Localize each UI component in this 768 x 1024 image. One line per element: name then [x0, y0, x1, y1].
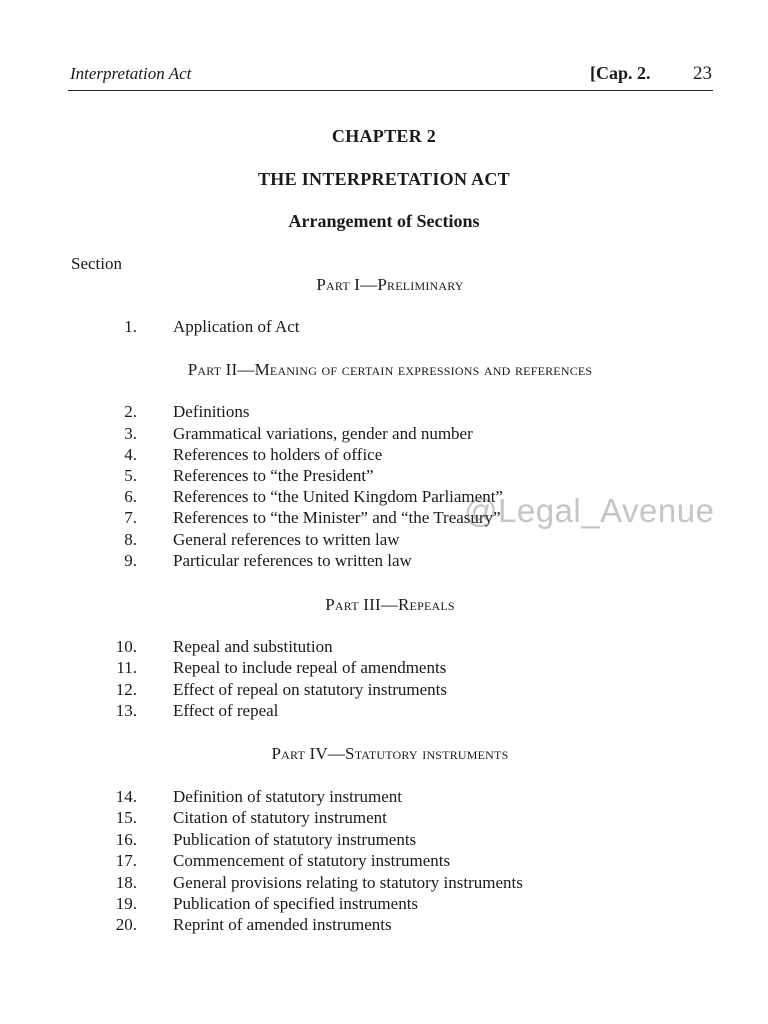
section-entry [0, 530, 768, 551]
section-entry [0, 466, 768, 487]
section-column-label: Section [71, 254, 122, 273]
section-title: Effect of repeal [173, 701, 279, 720]
section-number: 13. [115, 701, 137, 720]
section-number: 18. [115, 873, 137, 892]
header-page-number: 23 [693, 63, 712, 84]
section-entry [0, 637, 768, 658]
header-rule [68, 90, 713, 91]
section-entry [0, 830, 768, 851]
section-title: References to “the United Kingdom Parliament” [173, 487, 503, 506]
header-act-title: Interpretation Act [70, 64, 192, 83]
section-entry [0, 402, 768, 423]
header-chapter-ref: [Cap. 2. [590, 63, 651, 83]
section-number: 1. [124, 317, 137, 336]
section-number: 7. [124, 508, 137, 527]
section-title: Publication of statutory instruments [173, 830, 417, 849]
section-title: Repeal and substitution [173, 637, 333, 656]
section-entry [0, 894, 768, 915]
section-number: 14. [115, 787, 137, 806]
section-entry [0, 873, 768, 894]
section-title: References to holders of office [173, 445, 383, 464]
section-title: Publication of specified instruments [173, 894, 419, 913]
section-title: Effect of repeal on statutory instruments [173, 680, 447, 699]
section-number: 6. [124, 487, 137, 506]
section-entry [0, 915, 768, 936]
section-number: 2. [124, 402, 137, 421]
section-entry [0, 787, 768, 808]
section-entry [0, 424, 768, 445]
part-heading: Part II—Meaning of certain expressions and references [187, 360, 593, 379]
section-number: 19. [115, 894, 137, 913]
section-title: Definition of statutory instrument [173, 787, 402, 806]
section-entry [0, 851, 768, 872]
part-heading: Part III—Repeals [325, 595, 455, 614]
section-number: 16. [115, 830, 137, 849]
section-number: 15. [115, 808, 137, 827]
section-title: Commencement of statutory instruments [173, 851, 451, 870]
section-entry [0, 317, 768, 338]
running-header [70, 62, 712, 88]
section-title: Citation of statutory instrument [173, 808, 387, 827]
section-number: 3. [124, 424, 137, 443]
watermark-text: @Legal_Avenue [464, 492, 715, 529]
section-title: Reprint of amended instruments [173, 915, 392, 934]
section-number: 4. [124, 445, 137, 464]
section-title: Repeal to include repeal of amendments [173, 658, 447, 677]
section-title: General references to written law [173, 530, 400, 549]
section-title: Definitions [173, 402, 250, 421]
section-number: 8. [124, 530, 137, 549]
section-title: References to “the Minister” and “the Treasury” [173, 508, 501, 527]
arrangement-heading: Arrangement of Sections [288, 211, 480, 231]
section-title: References to “the President” [173, 466, 374, 485]
section-title: General provisions relating to statutory instruments [173, 873, 523, 892]
section-entry [0, 658, 768, 679]
section-title: Particular references to written law [173, 551, 412, 570]
section-number: 12. [115, 680, 137, 699]
section-entry [0, 808, 768, 829]
section-number: 20. [115, 915, 137, 934]
section-number: 5. [124, 466, 137, 485]
chapter-heading: CHAPTER 2 [331, 126, 437, 146]
section-number: 11. [116, 658, 137, 677]
part-heading: Part I—Preliminary [316, 275, 464, 294]
section-number: 10. [115, 637, 137, 656]
section-title: Grammatical variations, gender and number [173, 424, 473, 443]
part-heading: Part IV—Statutory instruments [271, 744, 509, 763]
act-title: THE INTERPRETATION ACT [258, 169, 510, 189]
section-number: 9. [124, 551, 137, 570]
section-title: Application of Act [173, 317, 300, 336]
section-entry [0, 551, 768, 572]
section-entry [0, 680, 768, 701]
section-entry [0, 445, 768, 466]
section-number: 17. [115, 851, 137, 870]
section-entry [0, 701, 768, 722]
